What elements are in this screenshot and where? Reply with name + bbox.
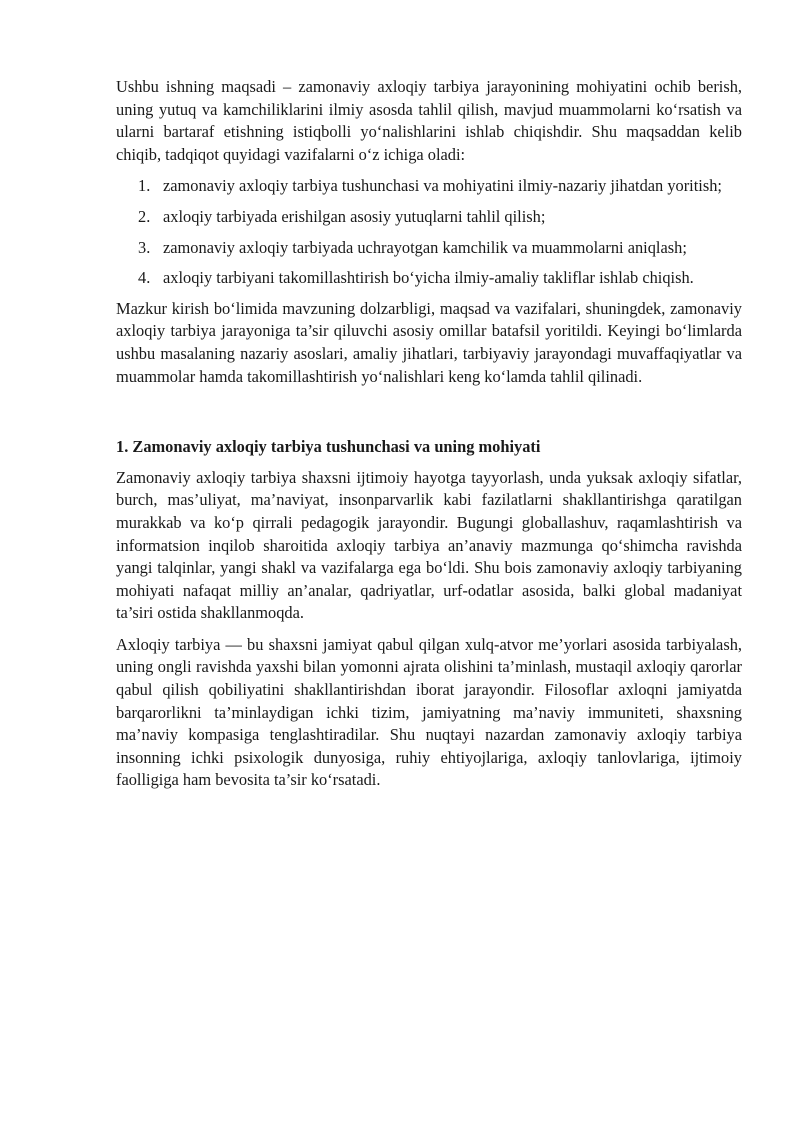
intro-paragraph: Ushbu ishning maqsadi – zamonaviy axloqiy tarbiya jarayonining mohiyatini ochib berish, uning yutuq va kamchiliklarini ilmiy asosda tahlil qilish, mavjud muammolarni ko‘rsatish va ularni bartaraf etishning istiqbolli yo‘nalishlarini ishlab chiqishdir. Shu maqsaddan kelib chiqib, tadqiqot quyidagi vazifalarni o‘z ichiga oladi: (116, 77, 742, 164)
list-item-text: zamonaviy axloqiy tarbiyada uchrayotgan kamchilik va muammolarni aniqlash; (163, 237, 687, 257)
list-item (116, 267, 742, 290)
list-item-text: axloqiy tarbiyani takomillashtirish bo‘yicha ilmiy-amaliy takliflar ishlab chiqish. (163, 268, 694, 288)
section-paragraph-1: Zamonaviy axloqiy tarbiya shaxsni ijtimoiy hayotga tayyorlash, unda yuksak axloqiy sifatlar, burch, mas’uliyat, ma’naviyat, insonparvarlik kabi fazilatlarni shakllantirishga qaratilgan murakkab va ko‘p qirrali pedagogik jarayondir. Bugungi globallashuv, raqamlashtirish va informatsion inqilob sharoitida axloqiy tarbiya an’anaviy mazmunga qo‘shimcha ravishda yangi talqinlar, yangi shakl va vazifalarga ega bo‘ldi. Shu bois zamonaviy axloqiy tarbiyaning mohiyati nafaqat milliy an’analar, qadriyatlar, urf-odatlar asosida, balki global madaniyat ta’siri ostida shakllanmoqda. (116, 467, 742, 623)
list-item-text: zamonaviy axloqiy tarbiya tushunchasi va mohiyatini ilmiy-nazariy jihatdan yoritish; (163, 176, 722, 196)
list-item-number: 1. (138, 176, 151, 196)
task-list (116, 175, 742, 289)
list-item (116, 237, 742, 260)
list-item (116, 206, 742, 229)
list-item (116, 175, 742, 198)
section-heading: 1. Zamonaviy axloqiy tarbiya tushunchasi va uning mohiyati (116, 437, 541, 457)
summary-paragraph: Mazkur kirish bo‘limida mavzuning dolzarbligi, maqsad va vazifalari, shuningdek, zamonaviy axloqiy tarbiya jarayoniga ta’sir qiluvchi asosiy omillar batafsil yoritildi. Keyingi bo‘limlarda ushbu masalaning nazariy asoslari, amaliy jihatlari, tarbiyaviy jarayondagi muvaffaqiyatlar va muammolar hamda takomillashtirish yo‘nalishlari keng ko‘lamda tahlil qilinadi. (116, 298, 742, 386)
section-paragraph-2: Axloqiy tarbiya — bu shaxsni jamiyat qabul qilgan xulq-atvor me’yorlari asosida tarbiyalash, uning ongli ravishda yaxshi bilan yomonni ajrata olishini ta’minlash, mustaqil axloqiy qarorlar qabul qilish qobiliyatini shakllantirishdan iborat jarayondir. Filosoflar axloqni jamiyatda barqarorlikni ta’minlaydigan ichki tizim, jamiyatning ma’naviy immuniteti, shaxsning ma’naviy kompasiga tenglashtiradilar. Shu nuqtayi nazardan zamonaviy axloqiy tarbiya insonning ichki psixologik dunyosiga, ruhiy ehtiyojlariga, axloqiy tanlovlariga, ijtimoiy faolligiga ham bevosita ta’sir ko‘rsatadi. (116, 634, 742, 790)
list-item-text: axloqiy tarbiyada erishilgan asosiy yutuqlarni tahlil qilish; (163, 206, 546, 226)
list-item-number: 2. (138, 206, 151, 226)
list-item-number: 3. (138, 237, 151, 257)
list-item-number: 4. (138, 268, 151, 288)
document-page (116, 76, 742, 792)
